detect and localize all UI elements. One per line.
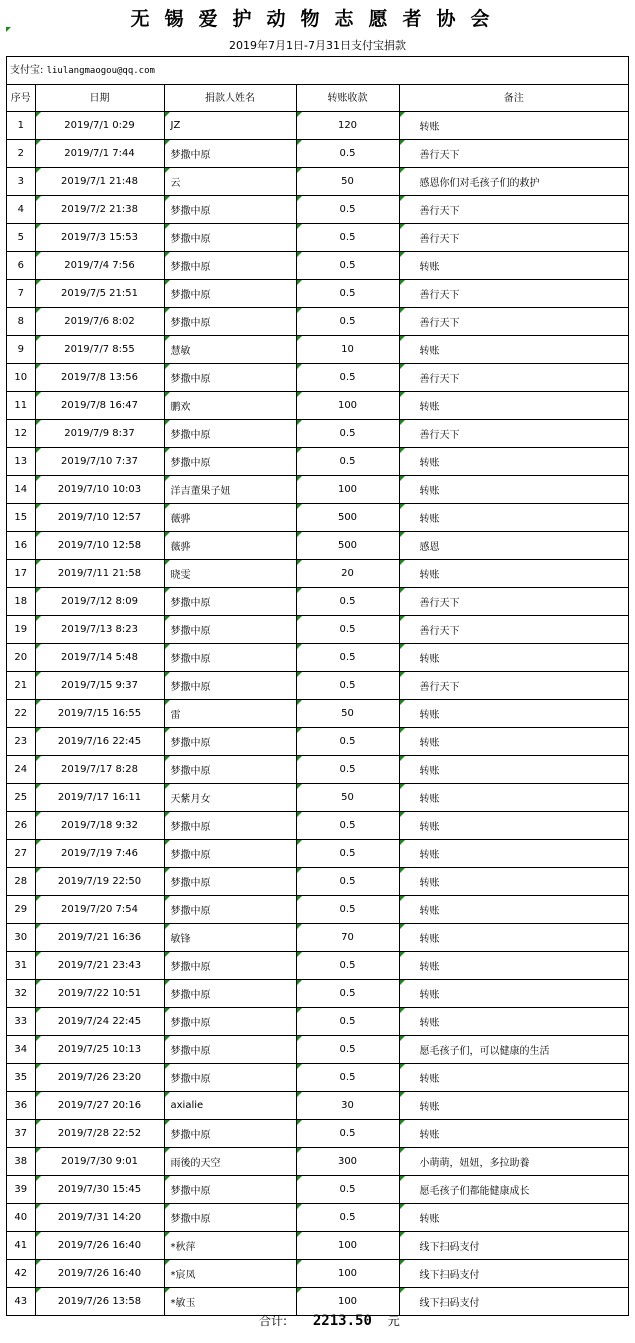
row-date: 2019/7/21 23:43 [35, 952, 164, 980]
row-note: 善行天下 [399, 140, 628, 168]
row-note: 转账 [399, 1008, 628, 1036]
table-row [7, 1288, 628, 1316]
row-amount: 0.5 [296, 588, 399, 616]
row-note: 善行天下 [399, 616, 628, 644]
table-row [7, 1036, 628, 1064]
table-row [7, 476, 628, 504]
row-date: 2019/7/10 12:58 [35, 532, 164, 560]
row-note: 转账 [399, 1092, 628, 1120]
row-number: 31 [7, 952, 35, 980]
cell-flag-marker [6, 27, 11, 32]
table-row [7, 672, 628, 700]
row-donor-name: 梦撒中原 [164, 1204, 296, 1232]
row-amount: 500 [296, 532, 399, 560]
row-donor-name: 梦撒中原 [164, 616, 296, 644]
table-row [7, 1092, 628, 1120]
row-date: 2019/7/1 7:44 [35, 140, 164, 168]
table-row [7, 532, 628, 560]
row-donor-name: 梦撒中原 [164, 196, 296, 224]
table-row [7, 952, 628, 980]
row-donor-name: 梦撒中原 [164, 952, 296, 980]
table-row [7, 980, 628, 1008]
row-date: 2019/7/27 20:16 [35, 1092, 164, 1120]
row-date: 2019/7/8 13:56 [35, 364, 164, 392]
row-donor-name: 薇骅 [164, 504, 296, 532]
row-donor-name: 梦撒中原 [164, 252, 296, 280]
total-footer [259, 1312, 400, 1329]
row-donor-name: 梦撒中原 [164, 812, 296, 840]
row-number: 27 [7, 840, 35, 868]
row-amount: 50 [296, 700, 399, 728]
table-row [7, 560, 628, 588]
row-amount: 0.5 [296, 840, 399, 868]
row-donor-name: 梦撒中原 [164, 1008, 296, 1036]
row-number: 42 [7, 1260, 35, 1288]
row-amount: 0.5 [296, 1008, 399, 1036]
row-date: 2019/7/17 16:11 [35, 784, 164, 812]
donation-table [7, 85, 628, 1315]
row-date: 2019/7/26 13:58 [35, 1288, 164, 1316]
table-row [7, 168, 628, 196]
row-number: 2 [7, 140, 35, 168]
row-amount: 0.5 [296, 364, 399, 392]
row-note: 善行天下 [399, 420, 628, 448]
page-title: 无锡爱护动物志愿者协会 [130, 8, 505, 30]
donation-sheet [6, 56, 629, 1316]
row-donor-name: *宸凤 [164, 1260, 296, 1288]
row-donor-name: 晓雯 [164, 560, 296, 588]
row-amount: 0.5 [296, 448, 399, 476]
row-donor-name: 梦撒中原 [164, 840, 296, 868]
row-amount: 0.5 [296, 896, 399, 924]
row-number: 34 [7, 1036, 35, 1064]
row-donor-name: *敏玉 [164, 1288, 296, 1316]
row-note: 感恩你们对毛孩子们的救护 [399, 168, 628, 196]
row-donor-name: 天紫月女 [164, 784, 296, 812]
total-unit: 元 [387, 1314, 400, 1328]
row-amount: 0.5 [296, 420, 399, 448]
table-row [7, 280, 628, 308]
row-donor-name: 梦撒中原 [164, 588, 296, 616]
row-date: 2019/7/11 21:58 [35, 560, 164, 588]
table-row [7, 420, 628, 448]
row-amount: 0.5 [296, 1176, 399, 1204]
row-note: 转账 [399, 980, 628, 1008]
row-number: 22 [7, 700, 35, 728]
row-amount: 0.5 [296, 252, 399, 280]
row-amount: 50 [296, 168, 399, 196]
row-amount: 0.5 [296, 616, 399, 644]
table-row [7, 252, 628, 280]
row-donor-name: 梦撒中原 [164, 672, 296, 700]
row-amount: 100 [296, 1232, 399, 1260]
table-row [7, 896, 628, 924]
row-amount: 0.5 [296, 756, 399, 784]
table-row [7, 1064, 628, 1092]
row-donor-name: 洋吉董果子妞 [164, 476, 296, 504]
row-donor-name: 梦撒中原 [164, 1036, 296, 1064]
row-amount: 30 [296, 1092, 399, 1120]
row-donor-name: 敏锋 [164, 924, 296, 952]
row-donor-name: 梦撒中原 [164, 1176, 296, 1204]
row-donor-name: axialie [164, 1092, 296, 1120]
row-number: 15 [7, 504, 35, 532]
table-row [7, 588, 628, 616]
table-row [7, 728, 628, 756]
row-amount: 0.5 [296, 980, 399, 1008]
row-number: 33 [7, 1008, 35, 1036]
row-amount: 70 [296, 924, 399, 952]
row-date: 2019/7/9 8:37 [35, 420, 164, 448]
row-number: 1 [7, 112, 35, 140]
row-amount: 0.5 [296, 1120, 399, 1148]
row-number: 21 [7, 672, 35, 700]
row-date: 2019/7/15 9:37 [35, 672, 164, 700]
table-row [7, 756, 628, 784]
row-note: 善行天下 [399, 308, 628, 336]
table-row [7, 840, 628, 868]
row-note: 转账 [399, 896, 628, 924]
row-note: 转账 [399, 1120, 628, 1148]
row-note: 转账 [399, 644, 628, 672]
row-donor-name: 雨後的天空 [164, 1148, 296, 1176]
row-amount: 0.5 [296, 728, 399, 756]
row-amount: 0.5 [296, 672, 399, 700]
row-donor-name: 梦撒中原 [164, 140, 296, 168]
row-number: 29 [7, 896, 35, 924]
row-note: 转账 [399, 784, 628, 812]
table-row [7, 112, 628, 140]
row-amount: 0.5 [296, 1064, 399, 1092]
row-number: 3 [7, 168, 35, 196]
row-number: 25 [7, 784, 35, 812]
table-row [7, 392, 628, 420]
table-row [7, 812, 628, 840]
row-number: 10 [7, 364, 35, 392]
row-date: 2019/7/4 7:56 [35, 252, 164, 280]
row-number: 28 [7, 868, 35, 896]
row-note: 转账 [399, 700, 628, 728]
total-amount: 2213.50 [312, 1313, 372, 1329]
row-date: 2019/7/16 22:45 [35, 728, 164, 756]
table-row [7, 308, 628, 336]
row-number: 32 [7, 980, 35, 1008]
row-donor-name: *秋萍 [164, 1232, 296, 1260]
row-donor-name: 梦撒中原 [164, 980, 296, 1008]
row-amount: 100 [296, 1288, 399, 1316]
row-number: 26 [7, 812, 35, 840]
row-number: 11 [7, 392, 35, 420]
row-date: 2019/7/14 5:48 [35, 644, 164, 672]
row-number: 13 [7, 448, 35, 476]
row-number: 24 [7, 756, 35, 784]
column-header-donor: 捐款人姓名 [164, 85, 296, 112]
row-date: 2019/7/1 21:48 [35, 168, 164, 196]
row-donor-name: 梦撒中原 [164, 224, 296, 252]
row-note: 转账 [399, 504, 628, 532]
row-date: 2019/7/18 9:32 [35, 812, 164, 840]
row-amount: 50 [296, 784, 399, 812]
row-date: 2019/7/19 7:46 [35, 840, 164, 868]
row-date: 2019/7/17 8:28 [35, 756, 164, 784]
row-number: 6 [7, 252, 35, 280]
row-date: 2019/7/26 16:40 [35, 1232, 164, 1260]
table-row [7, 1008, 628, 1036]
table-row [7, 1260, 628, 1288]
row-donor-name: 梦撒中原 [164, 728, 296, 756]
row-amount: 0.5 [296, 1036, 399, 1064]
row-note: 线下扫码支付 [399, 1260, 628, 1288]
table-row [7, 700, 628, 728]
table-row [7, 1204, 628, 1232]
row-note: 转账 [399, 560, 628, 588]
table-row [7, 196, 628, 224]
row-date: 2019/7/15 16:55 [35, 700, 164, 728]
column-header-number: 序号 [7, 85, 35, 112]
row-number: 8 [7, 308, 35, 336]
row-date: 2019/7/10 12:57 [35, 504, 164, 532]
table-row [7, 868, 628, 896]
row-note: 善行天下 [399, 588, 628, 616]
table-row [7, 140, 628, 168]
row-note: 愿毛孩子们，可以健康的生活 [399, 1036, 628, 1064]
row-note: 转账 [399, 840, 628, 868]
row-note: 转账 [399, 336, 628, 364]
table-row [7, 336, 628, 364]
row-donor-name: 鹏欢 [164, 392, 296, 420]
row-date: 2019/7/26 16:40 [35, 1260, 164, 1288]
row-note: 转账 [399, 252, 628, 280]
table-row [7, 784, 628, 812]
row-donor-name: 雷 [164, 700, 296, 728]
row-donor-name: 梦撒中原 [164, 420, 296, 448]
row-number: 43 [7, 1288, 35, 1316]
row-note: 善行天下 [399, 196, 628, 224]
row-number: 14 [7, 476, 35, 504]
row-amount: 0.5 [296, 308, 399, 336]
row-date: 2019/7/1 0:29 [35, 112, 164, 140]
row-date: 2019/7/10 7:37 [35, 448, 164, 476]
row-amount: 500 [296, 504, 399, 532]
row-amount: 0.5 [296, 812, 399, 840]
row-amount: 0.5 [296, 224, 399, 252]
row-number: 40 [7, 1204, 35, 1232]
total-label: 合计: [259, 1314, 288, 1328]
row-note: 转账 [399, 448, 628, 476]
row-note: 转账 [399, 392, 628, 420]
row-amount: 0.5 [296, 280, 399, 308]
row-note: 善行天下 [399, 280, 628, 308]
row-number: 20 [7, 644, 35, 672]
row-number: 38 [7, 1148, 35, 1176]
row-amount: 0.5 [296, 1204, 399, 1232]
row-amount: 20 [296, 560, 399, 588]
table-row [7, 1148, 628, 1176]
row-amount: 10 [296, 336, 399, 364]
row-number: 36 [7, 1092, 35, 1120]
row-note: 线下扫码支付 [399, 1232, 628, 1260]
row-date: 2019/7/8 16:47 [35, 392, 164, 420]
row-note: 善行天下 [399, 672, 628, 700]
row-date: 2019/7/6 8:02 [35, 308, 164, 336]
page-subtitle: 2019年7月1日-7月31日支付宝捐款 [229, 39, 406, 52]
row-note: 转账 [399, 112, 628, 140]
table-row [7, 924, 628, 952]
column-header-amount: 转账收款 [296, 85, 399, 112]
row-date: 2019/7/7 8:55 [35, 336, 164, 364]
row-number: 19 [7, 616, 35, 644]
row-note: 愿毛孩子们都能健康成长 [399, 1176, 628, 1204]
row-number: 41 [7, 1232, 35, 1260]
table-row [7, 504, 628, 532]
row-amount: 0.5 [296, 952, 399, 980]
row-donor-name: 梦撒中原 [164, 644, 296, 672]
row-number: 37 [7, 1120, 35, 1148]
table-row [7, 364, 628, 392]
table-body [7, 112, 628, 1316]
row-donor-name: 薇骅 [164, 532, 296, 560]
row-number: 17 [7, 560, 35, 588]
row-amount: 0.5 [296, 196, 399, 224]
row-number: 16 [7, 532, 35, 560]
row-number: 7 [7, 280, 35, 308]
row-amount: 100 [296, 1260, 399, 1288]
table-row [7, 448, 628, 476]
row-note: 转账 [399, 868, 628, 896]
row-date: 2019/7/24 22:45 [35, 1008, 164, 1036]
row-date: 2019/7/2 21:38 [35, 196, 164, 224]
table-header-row [7, 85, 628, 112]
row-note: 转账 [399, 756, 628, 784]
row-date: 2019/7/10 10:03 [35, 476, 164, 504]
row-note: 善行天下 [399, 364, 628, 392]
row-date: 2019/7/3 15:53 [35, 224, 164, 252]
row-donor-name: 云 [164, 168, 296, 196]
row-donor-name: 梦撒中原 [164, 896, 296, 924]
row-note: 转账 [399, 728, 628, 756]
row-note: 转账 [399, 812, 628, 840]
row-donor-name: JZ [164, 112, 296, 140]
table-row [7, 616, 628, 644]
row-note: 转账 [399, 1064, 628, 1092]
row-amount: 120 [296, 112, 399, 140]
alipay-label: 支付宝: [10, 65, 44, 76]
row-donor-name: 梦撒中原 [164, 756, 296, 784]
row-number: 12 [7, 420, 35, 448]
row-number: 39 [7, 1176, 35, 1204]
row-number: 4 [7, 196, 35, 224]
row-date: 2019/7/28 22:52 [35, 1120, 164, 1148]
row-date: 2019/7/26 23:20 [35, 1064, 164, 1092]
row-number: 30 [7, 924, 35, 952]
row-donor-name: 梦撒中原 [164, 364, 296, 392]
row-donor-name: 梦撒中原 [164, 1120, 296, 1148]
row-note: 小萌萌，妞妞，多拉助養 [399, 1148, 628, 1176]
table-row [7, 644, 628, 672]
row-note: 转账 [399, 952, 628, 980]
row-number: 23 [7, 728, 35, 756]
table-row [7, 1176, 628, 1204]
row-donor-name: 梦撒中原 [164, 448, 296, 476]
row-date: 2019/7/12 8:09 [35, 588, 164, 616]
row-amount: 100 [296, 476, 399, 504]
row-date: 2019/7/13 8:23 [35, 616, 164, 644]
column-header-date: 日期 [35, 85, 164, 112]
table-row [7, 1232, 628, 1260]
alipay-account-row [7, 57, 628, 85]
row-date: 2019/7/19 22:50 [35, 868, 164, 896]
row-note: 转账 [399, 924, 628, 952]
table-row [7, 224, 628, 252]
row-donor-name: 梦撒中原 [164, 308, 296, 336]
row-note: 感恩 [399, 532, 628, 560]
row-amount: 0.5 [296, 140, 399, 168]
row-date: 2019/7/25 10:13 [35, 1036, 164, 1064]
row-date: 2019/7/30 9:01 [35, 1148, 164, 1176]
row-amount: 0.5 [296, 644, 399, 672]
row-note: 转账 [399, 1204, 628, 1232]
row-date: 2019/7/20 7:54 [35, 896, 164, 924]
row-note: 转账 [399, 476, 628, 504]
row-number: 18 [7, 588, 35, 616]
row-donor-name: 梦撒中原 [164, 868, 296, 896]
row-donor-name: 梦撒中原 [164, 280, 296, 308]
row-amount: 0.5 [296, 868, 399, 896]
row-amount: 100 [296, 392, 399, 420]
row-amount: 300 [296, 1148, 399, 1176]
row-note: 线下扫码支付 [399, 1288, 628, 1316]
row-date: 2019/7/21 16:36 [35, 924, 164, 952]
table-row [7, 1120, 628, 1148]
row-number: 9 [7, 336, 35, 364]
row-donor-name: 梦撒中原 [164, 1064, 296, 1092]
row-date: 2019/7/5 21:51 [35, 280, 164, 308]
alipay-account: liulangmaogou@qq.com [46, 66, 155, 76]
row-donor-name: 慧敏 [164, 336, 296, 364]
column-header-note: 备注 [399, 85, 628, 112]
row-number: 35 [7, 1064, 35, 1092]
row-number: 5 [7, 224, 35, 252]
row-date: 2019/7/31 14:20 [35, 1204, 164, 1232]
row-date: 2019/7/22 10:51 [35, 980, 164, 1008]
row-date: 2019/7/30 15:45 [35, 1176, 164, 1204]
row-note: 善行天下 [399, 224, 628, 252]
